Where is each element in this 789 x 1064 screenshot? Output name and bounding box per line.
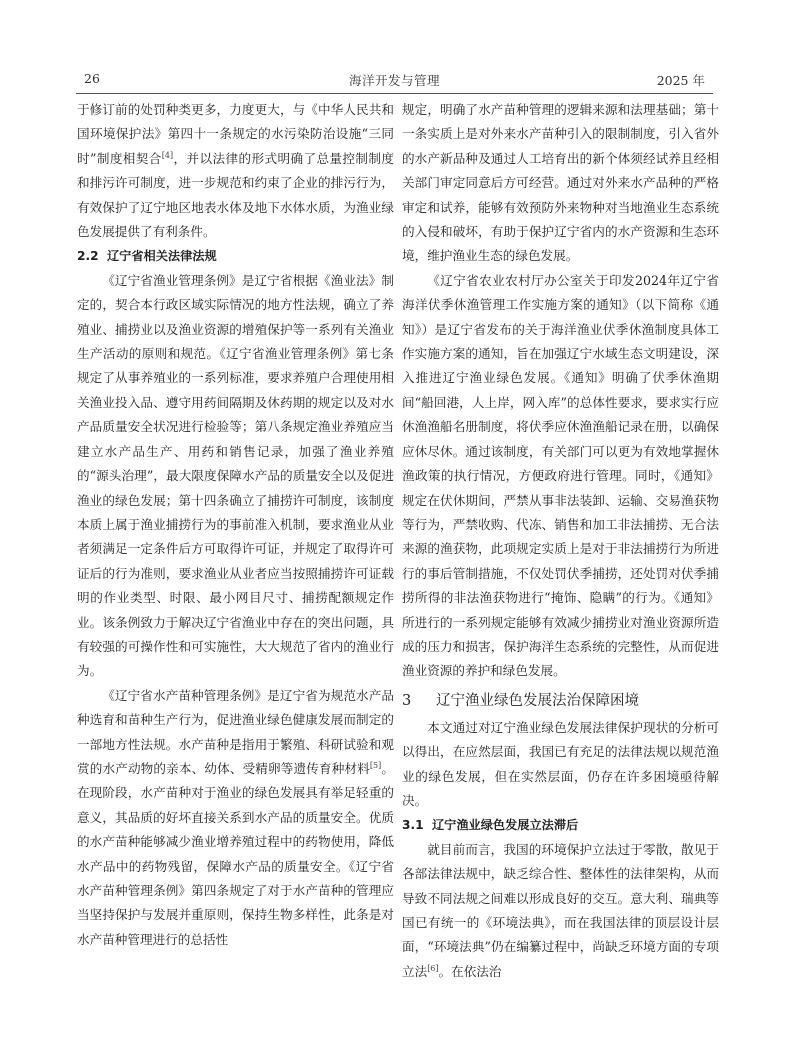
page-header — [76, 71, 713, 89]
right-column — [402, 98, 719, 984]
paragraph: 于修订前的处罚种类更多，力度更大，与《中华人民共和国环境保护法》第四十一条规定的水污染防治设施“三同时”制度相契合[4]，并以法律的形式明确了总量控制制度和排污许可制度，进一步规范和约束了企业的排污行为，有效保护了辽宁地区地表水体及地下水体水质，为渔业绿色发展提供了有利条件。 — [77, 102, 394, 240]
citation-ref[interactable]: [5] — [369, 760, 382, 770]
citation-ref[interactable]: [4] — [161, 150, 174, 160]
paragraph: 规定，明确了水产苗种管理的逻辑来源和法理基础；第十一条实质上是对外来水产苗种引入的限制制度，引入省外的水产新品种及通过人工培育出的新个体须经试养且经相关部门审定同意后方可经营。通过对外来水产品种的严格审定和试养，能够有效预防外来物种对当地渔业生态系统的入侵和破坏，有助于保护辽宁省内的水产资源和生态环境，维护渔业生态的绿色发展。 — [402, 102, 719, 264]
section-heading-3-1: 3.1 辽宁渔业绿色发展立法滞后 — [402, 818, 579, 833]
paragraph: 本文通过对辽宁渔业绿色发展法律保护现状的分析可以得出，在应然层面，我国已有充足的法律法规以规范渔业的绿色发展，但在实然层面，仍存在许多困境亟待解决。 — [402, 719, 719, 808]
section-heading-2-2: 2.2 辽宁省相关法律法规 — [77, 249, 217, 264]
citation-ref[interactable]: [6] — [427, 963, 439, 973]
publication-year: 2025 年 — [656, 73, 705, 88]
section-heading-3: 3 辽宁渔业绿色发展法治保障困境 — [402, 692, 639, 709]
page-number: 26 — [84, 71, 100, 86]
paragraph: 《辽宁省水产苗种管理条例》是辽宁省为规范水产品种选育和苗种生产行为，促进渔业绿色健康发展而制定的一部地方性法规。水产苗种是指用于繁殖、科研试验和观赏的水产动物的亲本、幼体、受精卵等遗传育种材料[5]。在现阶段，水产苗种对于渔业的绿色发展具有举足轻重的意义，其品质的好坏直接关系到水产品的质量安全。优质的水产苗种能够减少渔业增养殖过程中的药物使用，降低水产品中的药物残留，保障水产品的质量安全。《辽宁省水产苗种管理条例》第四条规定了对于水产苗种的管理应当坚持保护与发展并重原则，保持生物多样性，此条是对水产苗种管理进行的总括性 — [77, 687, 395, 947]
header-rule — [76, 93, 713, 94]
journal-title: 海洋开发与管理 — [348, 73, 440, 88]
paragraph: 《辽宁省渔业管理条例》是辽宁省根据《渔业法》制定的，契合本行政区域实际情况的地方性法规，确立了养殖业、捕捞业以及渔业资源的增殖保护等一系列有关渔业生产活动的原则和规范。《辽宁省渔业管理条例》第七条规定了从事养殖业的一系列标准，要求养殖户合理使用相关渔业投入品、遵守用药间隔期及休药期的规定以及对水产品质量安全状况进行检验等；第八条规定渔业养殖应当建立水产品生产、用药和销售记录，加强了渔业养殖的“源头治理”，最大限度保障水产品的质量安全以及促进渔业的绿色发展；第十四条确立了捕捞许可制度，该制度本质上属于渔业捕捞行为的事前准入机制，要求渔业从业者须满足一定条件后方可取得许可证，并规定了取得许可证后的行为准则，要求渔业从业者应当按照捕捞许可证载明的作业类型、时限、最小网目尺寸、捕捞配额规定作业。该条例致力于解决辽宁省渔业中存在的突出问题，具有较强的可操作性和可实施性，大大规范了省内的渔业行为。 — [77, 272, 394, 679]
paragraph: 《辽宁省农业农村厅办公室关于印发2024年辽宁省海洋伏季休渔管理工作实施方案的通知》（以下简称《通知》）是辽宁省发布的关于海洋渔业伏季休渔制度具体工作实施方案的通知，旨在加强辽宁水域生态文明建设，深入推进辽宁渔业绿色发展。《通知》明确了伏季休渔期间“船回港，人上岸，网入库”的总体性要求，要求实行应休渔渔船名册制度，将伏季应休渔渔船记录在册，以确保应休尽休。通过该制度，有关部门可以更为有效地掌握休渔政策的执行情况，方便政府进行管理。同时，《通知》规定在伏休期间，严禁从事非法装卸、运输、交易渔获物等行为，严禁收购、代冻、销售和加工非法捕捞、无合法来源的渔获物，此项规定实质上是对于非法捕捞行为所进行的事后管制措施，不仅处罚伏季捕捞，还处罚对伏季捕捞所得的非法渔获物进行“掩饰、隐瞒”的行为。《通知》所进行的一系列规定能够有效减少捕捞业对渔业资源所造成的压力和损害，保护海洋生态系统的完整性，从而促进渔业资源的养护和绿色发展。 — [402, 272, 719, 679]
left-column — [77, 98, 394, 952]
paragraph: 就目前而言，我国的环境保护立法过于零散，散见于各部法律法规中，缺乏综合性、整体性的法律架构，从而导致不同法规之间难以形成良好的交互。意大利、瑞典等国已有统一的《环境法典》，而在我国法律的顶层设计层面，“环境法典”仍在编纂过程中，尚缺乏环境方面的专项立法[6]。在依法治 — [402, 841, 719, 979]
